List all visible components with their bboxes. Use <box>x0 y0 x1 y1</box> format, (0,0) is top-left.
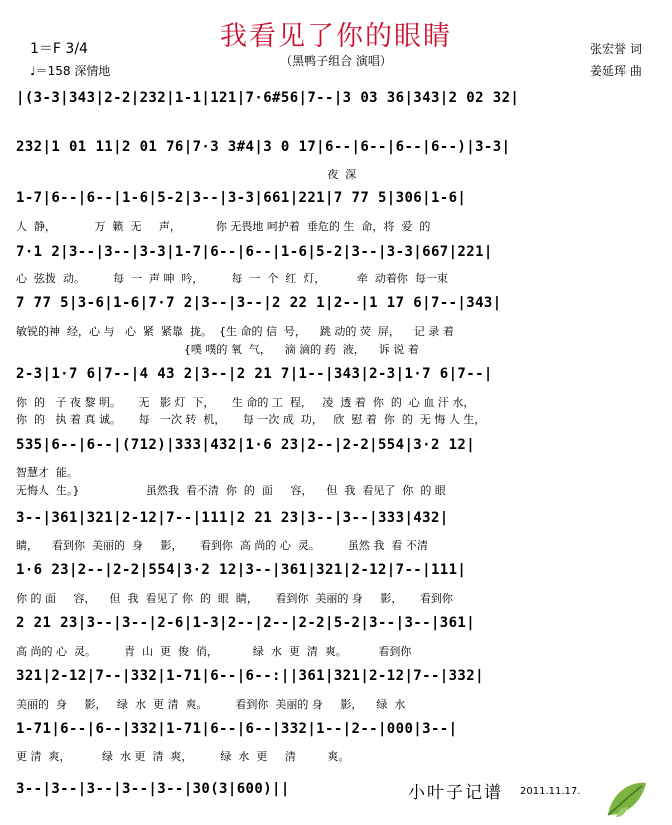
score-notes-line-1: |(3-3|343|2-2|232|1-1|121|7·6#56|7--|3 03 36|343|2 02 32| <box>16 90 520 106</box>
score-notes-line-13: 3--|3--|3--|3--|3--|30(3|600)|| <box>16 781 290 797</box>
leaf-icon <box>592 758 650 825</box>
score-notes-line-9: 1·6 23|2--|2-2|554|3·2 12|3--|361|321|2-12|7--|111| <box>16 562 467 578</box>
score-lyrics-line-5b: {噗 噗的 氧 气， 滴 滴的 药 液， 诉 说 着 <box>16 343 419 356</box>
key-signature: 1＝F 3/4 <box>30 41 88 57</box>
score-notes-line-12: 1-71|6--|6--|332|1-71|6--|6--|332|1--|2--|000|3--| <box>16 721 458 737</box>
score-notes-line-10: 2 21 23|3--|3--|2-6|1-3|2--|2--|2-2|5-2|3--|3--|361| <box>16 615 476 631</box>
performer-subtitle: （黑鸭子组合 演唱） <box>280 54 392 68</box>
score-notes-line-7: 535|6--|6--|(712)|333|432|1·6 23|2--|2-2|554|3·2 12| <box>16 437 476 453</box>
score-lyrics-line-12: 更 清 爽， 绿 水 更 清 爽， 绿 水 更 清 爽。 <box>16 750 350 763</box>
score-lyrics-line-2: 夜 深 <box>16 168 357 181</box>
score-notes-line-6: 2-3|1·7 6|7--|4 43 2|3--|2 21 7|1--|343|2-3|1·7 6|7--| <box>16 366 493 382</box>
score-lyrics-line-7b: 无悔人 生。} 虽然我 看不清 你 的 面 容， 但 我 看见了 你 的 眼 <box>16 484 446 497</box>
score-lyrics-line-11: 美丽的 身 影， 绿 水 更 清 爽。 看到你 美丽的 身 影， 绿 水 <box>16 698 406 711</box>
score-notes-line-3: 1-7|6--|6--|1-6|5-2|3--|3-3|661|221|7 77 5|306|1-6| <box>16 190 467 206</box>
score-lyrics-line-9: 你 的 面 容， 但 我 看见了 你 的 眼 睛， 看到你 美丽的 身 影， 看到你 <box>16 592 453 605</box>
score-notes-line-11: 321|2-12|7--|332|1-71|6--|6--:||361|321|2-12|7--|332| <box>16 668 484 684</box>
score-lyrics-line-8: 睛， 看到你 美丽的 身 影， 看到你 高 尚的 心 灵。 虽然 我 看 不清 <box>16 539 428 552</box>
score-lyrics-line-5a: 敏锐的神 经，心 与 心 紧 紧靠 拢。 {生 命的 信 号， 跳 动的 荧 屏， 记 录 着 <box>16 325 454 338</box>
score-lyrics-line-6b: 你 的 执 着 真 诚。 每 一次 转 机， 每 一次 成 功， 欣 慰 着 你 的 无 悔 人 生， <box>16 413 486 426</box>
score-lyrics-line-10: 高 尚的 心 灵。 青 山 更 俊 俏， 绿 水 更 清 爽。 看到你 <box>16 645 412 658</box>
score-lyrics-line-3: 人 静， 万 籁 无 声， 你 无畏地 呵护着 垂危的 生 命，将 爱 的 <box>16 220 431 233</box>
score-lyrics-line-7a: 智慧才 能。 <box>16 466 78 479</box>
score-notes-line-4: 7·1 2|3--|3--|3-3|1-7|6--|6--|1-6|5-2|3--|3-3|667|221| <box>16 244 493 260</box>
composer-credit: 姜延珲 曲 <box>590 64 642 78</box>
score-notes-line-2: 232|1 01 11|2 01 76|7·3 3#4|3 0 17|6--|6--|6--|6--)|3-3| <box>16 139 511 155</box>
score-notes-line-5: 7 77 5|3-6|1-6|7·7 2|3--|3--|2 22 1|2--|1 17 6|7--|343| <box>16 295 502 311</box>
lyricist-credit: 张宏誉 词 <box>590 42 642 56</box>
tempo-marking: ♩＝158 深情地 <box>30 64 111 78</box>
song-title: 我看见了你的眼睛 <box>220 21 452 52</box>
score-notes-line-8: 3--|361|321|2-12|7--|111|2 21 23|3--|3--|333|432| <box>16 510 449 526</box>
transcription-date: 2011.11.17. <box>520 786 581 797</box>
score-lyrics-line-6a: 你 的 子 夜 黎 明。 无 影 灯 下， 生 命的 工 程， 凌 透 着 你 的 心 血 汗 水， <box>16 396 475 409</box>
score-lyrics-line-4: 心 弦拨 动。 每 一 声 呻 吟， 每 一 个 红 灯， 牵 动着你 每一束 <box>16 272 448 285</box>
transcriber-signature: 小叶子记谱 <box>408 783 503 803</box>
